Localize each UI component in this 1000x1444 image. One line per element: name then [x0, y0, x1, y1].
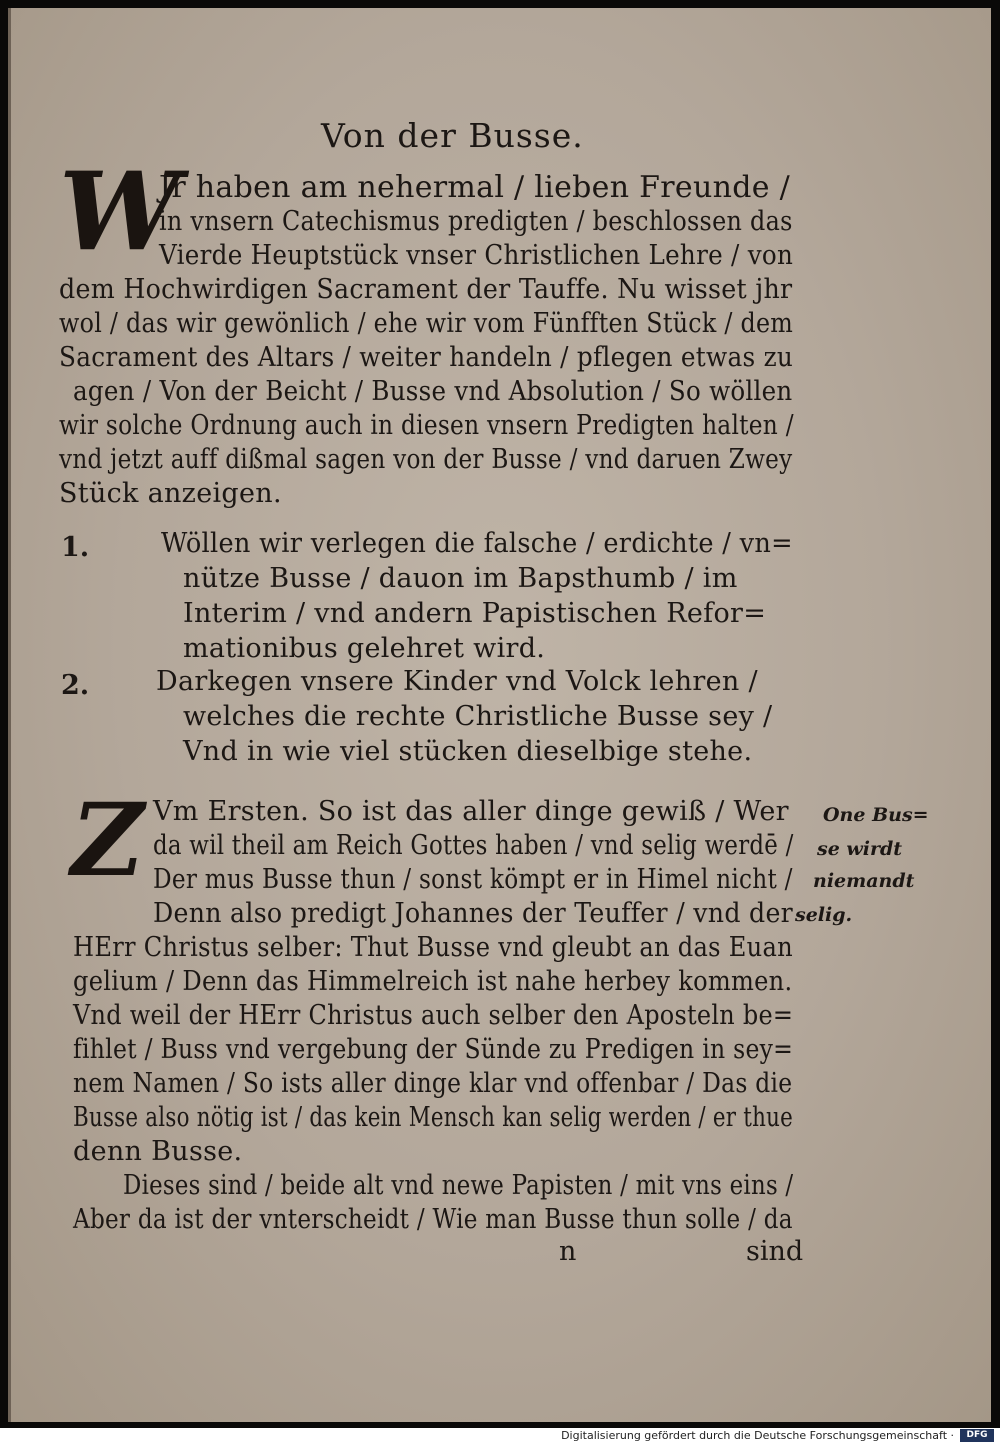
margin-note-line: One Bus=	[823, 804, 929, 826]
body-line: Denn also predigt Johannes der Teuffer / vnd der	[153, 898, 794, 929]
dfg-logo: DFG	[960, 1429, 994, 1442]
intro-line: Vierde Heuptstück vnser Christlichen Lehre / von	[159, 240, 794, 271]
intro-line: in vnsern Catechismus predigten / beschlossen das	[159, 206, 793, 237]
body-line: Der mus Busse thun / sonst kömpt er in Himel nicht /	[153, 864, 793, 895]
signature-mark: n	[559, 1236, 577, 1267]
point-line: Vnd in wie viel stücken dieselbige stehe.	[183, 736, 753, 767]
intro-line: vnd jetzt auff dißmal sagen von der Busse / vnd daruen Zwey	[59, 444, 793, 475]
body-line: Vm Ersten. So ist das aller dinge gewiß / Wer	[153, 796, 789, 827]
point-line: welches die rechte Christliche Busse sey /	[183, 701, 773, 732]
page-text	[11, 8, 991, 1422]
body-line: Aber da ist der vnterscheidt / Wie man Busse thun solle / da	[73, 1204, 793, 1235]
book-page	[8, 8, 991, 1422]
point-line: nütze Busse / dauon im Bapsthumb / im	[183, 563, 738, 594]
body-line: Busse also nötig ist / das kein Mensch kan selig werden / er thue	[73, 1102, 794, 1133]
intro-line: dem Hochwirdigen Sacrament der Tauffe. Nu wisset jhr	[59, 274, 793, 305]
catchword: sind	[746, 1236, 804, 1267]
point-number: 2.	[61, 670, 90, 701]
body-line: Vnd weil der HErr Christus auch selber den Aposteln be=	[73, 1000, 794, 1031]
body-line: Dieses sind / beide alt vnd newe Papisten / mit vns eins /	[123, 1170, 794, 1201]
intro-line: agen / Von der Beicht / Busse vnd Absolution / So wöllen	[73, 376, 793, 407]
body-line: da wil theil am Reich Gottes haben / vnd selig werdē /	[153, 830, 794, 861]
intro-line: wir solche Ordnung auch in diesen vnsern Predigten halten /	[59, 410, 794, 441]
point-number: 1.	[61, 532, 90, 563]
intro-line: Sacrament des Altars / weiter handeln / pflegen etwas zu	[59, 342, 794, 373]
point-line: Interim / vnd andern Papistischen Refor=	[183, 598, 767, 629]
point-line: mationibus gelehret wird.	[183, 633, 546, 664]
drop-initial-w: W	[59, 149, 181, 275]
footer-text: Digitalisierung gefördert durch die Deutsche Forschungsgemeinschaft ·	[561, 1429, 954, 1442]
body-line: denn Busse.	[73, 1136, 243, 1167]
margin-note-line: selig.	[795, 904, 853, 926]
margin-note-line: niemandt	[813, 870, 915, 892]
point-line: Darkegen vnsere Kinder vnd Volck lehren /	[156, 666, 758, 697]
margin-note-line: se wirdt	[817, 838, 903, 860]
intro-line: Jr haben am nehermal / lieben Freunde /	[159, 170, 791, 205]
digitization-footer	[0, 1428, 1000, 1444]
intro-line: wol / das wir gewönlich / ehe wir vom Fünfften Stück / dem	[59, 308, 794, 339]
drop-initial-z: Z	[71, 781, 144, 899]
intro-line: Stück anzeigen.	[59, 478, 282, 509]
page-title: Von der Busse.	[321, 116, 584, 155]
body-line: nem Namen / So ists aller dinge klar vnd offenbar / Das die	[73, 1068, 793, 1099]
body-line: fihlet / Buss vnd vergebung der Sünde zu Predigen in sey=	[73, 1034, 794, 1065]
point-line: Wöllen wir verlegen die falsche / erdichte / vn=	[161, 528, 793, 559]
body-line: HErr Christus selber: Thut Busse vnd gleubt an das Euan	[73, 932, 793, 963]
body-line: gelium / Denn das Himmelreich ist nahe herbey kommen.	[73, 966, 793, 997]
